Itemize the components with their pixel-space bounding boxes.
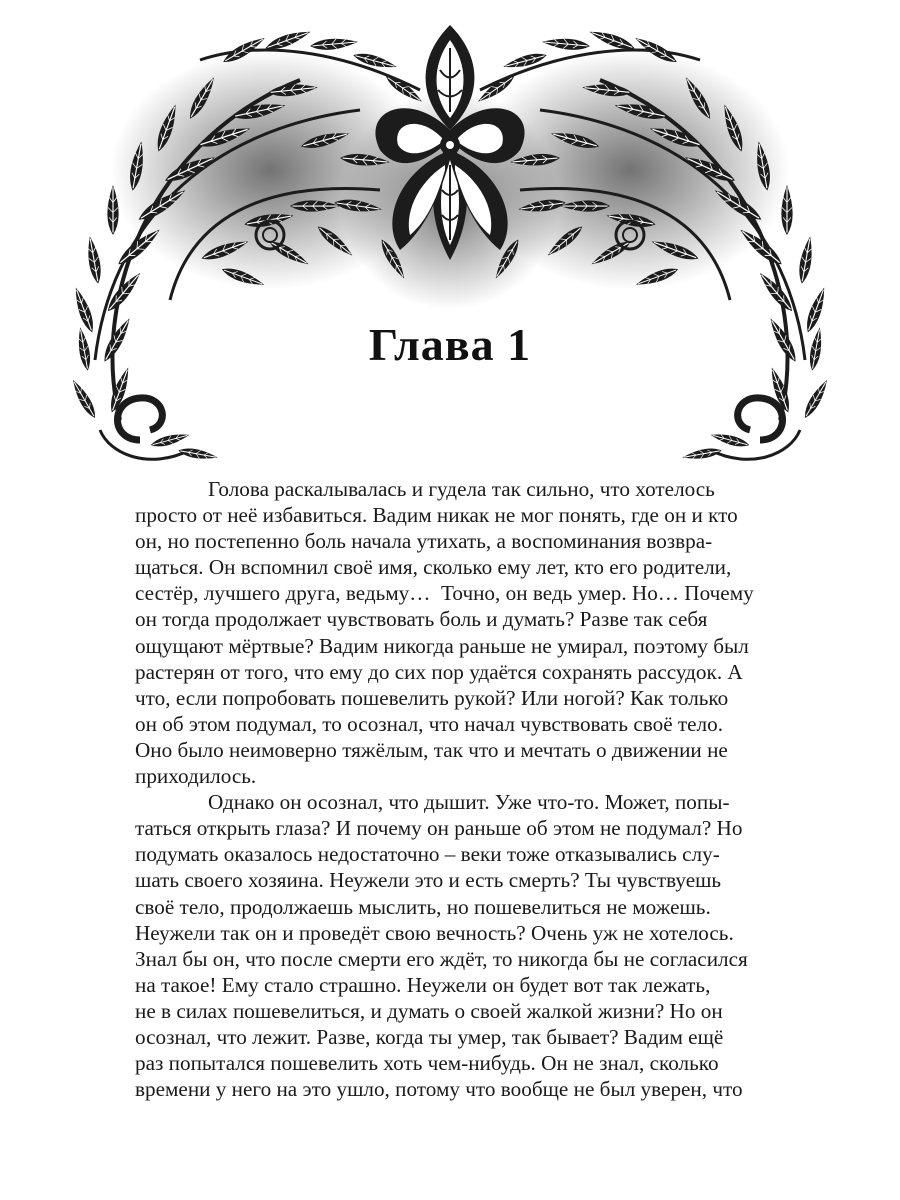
text-line: осознал, что лежит. Разве, когда ты умер, так бывает? Вадим ещё <box>135 1024 724 1049</box>
central-flower-icon <box>375 25 524 260</box>
text-line: он тогда продолжает чувствовать боль и думать? Разве так себя <box>135 607 708 632</box>
text-line: Знал бы он, что после смерти его ждёт, то никогда бы не согласился <box>135 946 748 971</box>
text-line: времени у него на это ушло, потому что вообще не был уверен, что <box>135 1077 743 1102</box>
paragraph <box>135 476 775 789</box>
text-line: подумать оказалось недостаточно – веки тоже отказывались слу- <box>135 842 720 867</box>
text-line: Неужели так он и проведёт свою вечность? Очень уж не хотелось. <box>135 920 734 945</box>
text-line: таться открыть глаза? И почему он раньше об этом не подумал? Но <box>135 816 743 841</box>
text-line: он об этом подумал, то осознал, что начал чувствовать своё тело. <box>135 711 724 736</box>
text-line: что, если попробовать пошевелить рукой? Или ногой? Как только <box>135 685 729 710</box>
text-line: щаться. Он вспомнил своё имя, сколько ему лет, кто его родители, <box>135 555 732 580</box>
text-line: на такое! Ему стало страшно. Неужели он будет вот так лежать, <box>135 972 711 997</box>
paragraph <box>135 789 775 1102</box>
text-line: Однако он осознал, что дышит. Уже что-то. Может, попы- <box>208 790 730 815</box>
text-line: просто от неё избавиться. Вадим никак не мог понять, где он и кто <box>135 503 738 528</box>
text-line: шать своего хозяина. Неужели это и есть смерть? Ты чувствуешь <box>135 868 722 893</box>
text-line: ощущают мёртвые? Вадим никогда раньше не умирал, поэтому был <box>135 633 749 658</box>
text-line: раз попытался пошевелить хоть чем-нибудь. Он не знал, сколько <box>135 1051 719 1076</box>
text-line: не в силах пошевелиться, и думать о своей жалкой жизни? Но он <box>135 998 723 1023</box>
text-line: своё тело, продолжаешь мыслить, но пошевелиться не можешь. <box>135 894 711 919</box>
chapter-title: Глава 1 <box>368 319 532 370</box>
text-line: Оно было неимоверно тяжёлым, так что и мечтать о движении не <box>135 737 728 762</box>
text-line: Голова раскалывалась и гудела так сильно, что хотелось <box>208 477 715 501</box>
chapter-body <box>135 476 775 1102</box>
text-line: сестёр, лучшего друга, ведьму… Точно, он ведь умер. Но… Почему <box>135 581 754 606</box>
floral-fern-ornament-icon <box>0 0 900 480</box>
text-line: он, но постепенно боль начала утихать, а воспоминания возвра- <box>135 529 713 554</box>
text-line: растерян от того, что ему до сих пор удаётся сохранять рассудок. А <box>135 659 743 684</box>
text-line: приходилось. <box>135 764 257 789</box>
